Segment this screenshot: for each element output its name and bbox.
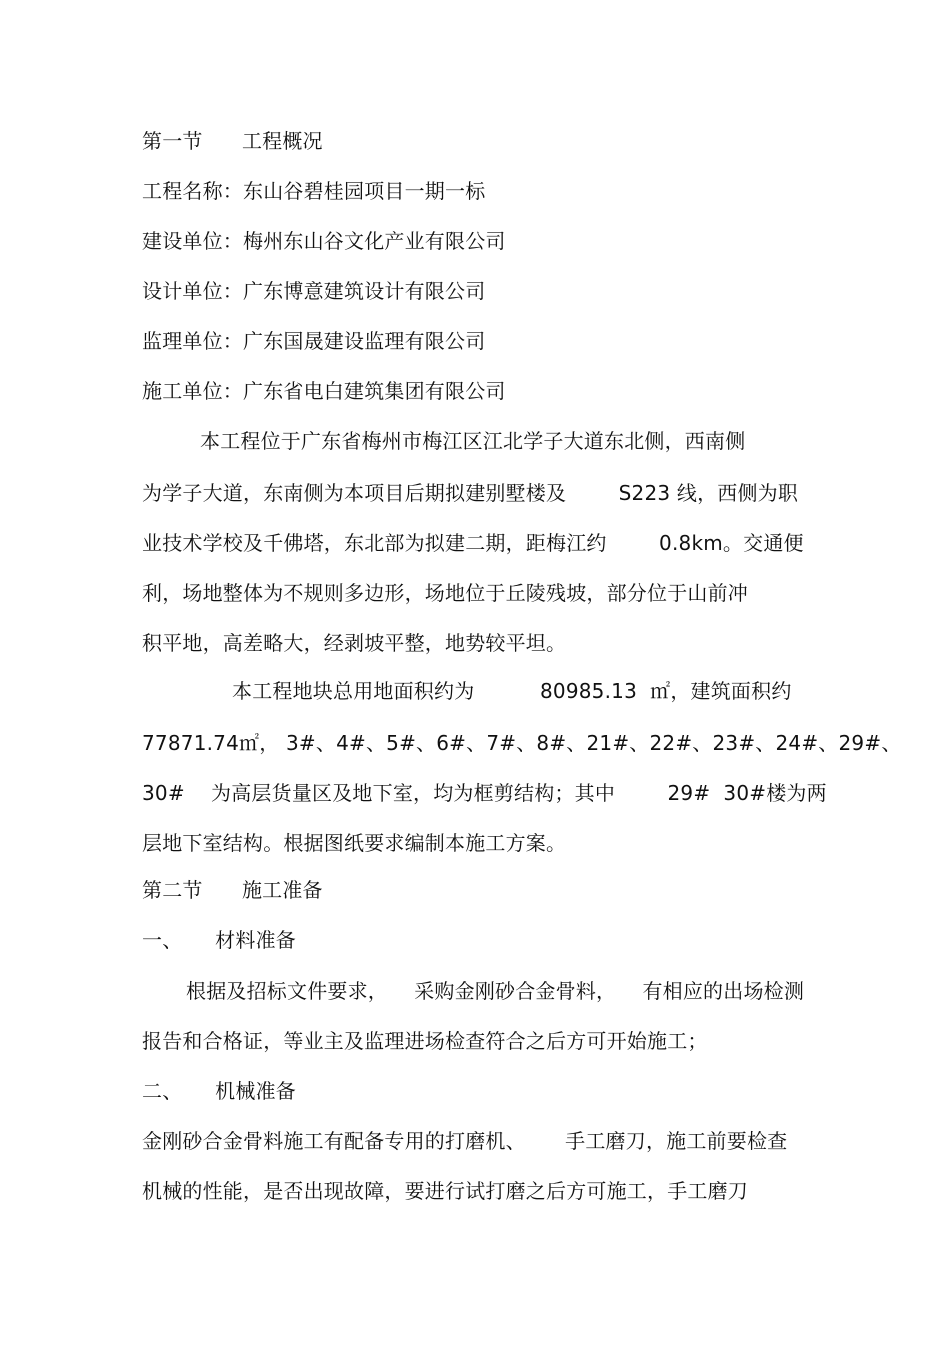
contractor-line: 施工单位：广东省电白建筑集团有限公司	[142, 379, 506, 403]
section-heading-1: 第一节 工程概况	[142, 129, 323, 153]
designer-line: 设计单位：广东博意建筑设计有限公司	[142, 279, 486, 303]
subheading-materials: 一、 材料准备	[142, 928, 296, 952]
paragraph-line: 业技术学校及千佛塔，东北部为拟建二期，距梅江约 0.8km。交通便	[142, 531, 804, 555]
paragraph-line: 积平地，高差略大，经剥坡平整，地势较平坦。	[142, 631, 567, 655]
paragraph-line: 金刚砂合金骨料施工有配备专用的打磨机、 手工磨刀，施工前要检查	[142, 1129, 788, 1153]
paragraph-line: 本工程位于广东省梅州市梅江区江北学子大道东北侧，西南侧	[200, 429, 746, 453]
paragraph-line: 机械的性能，是否出现故障，要进行试打磨之后方可施工，手工磨刀	[142, 1179, 748, 1203]
paragraph-line: 根据及招标文件要求， 采购金刚砂合金骨料， 有相应的出场检测	[186, 979, 805, 1003]
paragraph-line: 本工程地块总用地面积约为 80985.13 ㎡，建筑面积约	[232, 679, 792, 703]
paragraph-line: 77871.74㎡， 3#、4#、5#、6#、7#、8#、21#、22#、23#、24#、29#、	[142, 731, 902, 755]
supervisor-line: 监理单位：广东国晟建设监理有限公司	[142, 329, 486, 353]
section-heading-2: 第二节 施工准备	[142, 878, 323, 902]
paragraph-line: 报告和合格证，等业主及监理进场检查符合之后方可开始施工；	[142, 1029, 708, 1053]
paragraph-line: 层地下室结构。根据图纸要求编制本施工方案。	[142, 831, 567, 855]
paragraph-line: 30# 为高层货量区及地下室，均为框剪结构；其中 29# 30#楼为两	[142, 781, 827, 805]
paragraph-line: 为学子大道，东南侧为本项目后期拟建别墅楼及 S223 线，西侧为职	[142, 481, 799, 505]
subheading-machinery: 二、 机械准备	[142, 1079, 296, 1103]
owner-line: 建设单位：梅州东山谷文化产业有限公司	[142, 229, 506, 253]
paragraph-line: 利，场地整体为不规则多边形，场地位于丘陵残坡，部分位于山前冲	[142, 581, 748, 605]
project-name-line: 工程名称：东山谷碧桂园项目一期一标	[142, 179, 486, 203]
